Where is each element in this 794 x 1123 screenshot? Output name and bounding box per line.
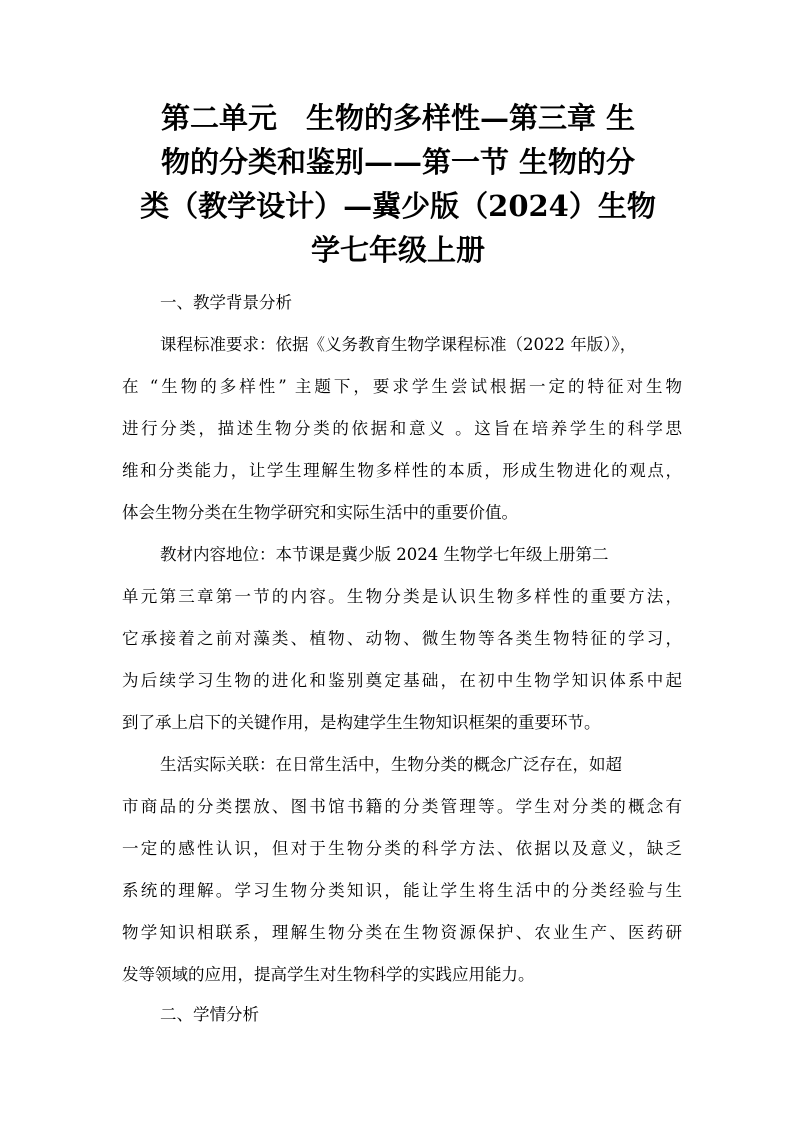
paragraph-line: 生活实际关联：在日常生活中，生物分类的概念广泛存在，如超 <box>160 755 622 774</box>
document-title <box>118 96 678 272</box>
paragraph-line: 到了承上启下的关键作用，是构建学生生物知识框架的重要环节。 <box>122 713 601 732</box>
title-line: 物的分类和鉴别——第一节 生物的分 <box>160 145 636 179</box>
paragraph-line: 发等领域的应用，提高学生对生物科学的实践应用能力。 <box>122 965 535 984</box>
section-heading-background: 一、教学背景分析 <box>160 293 292 312</box>
paragraph-line: 物学知识相联系，理解生物分类在生物资源保护、农业生产、医药研 <box>122 923 682 942</box>
paragraph-line: 市商品的分类摆放、图书馆书籍的分类管理等。学生对分类的概念有 <box>122 797 682 816</box>
title-line: 学七年级上册 <box>310 233 485 267</box>
paragraph-line: 体会生物分类在生物学研究和实际生活中的重要价值。 <box>122 503 518 522</box>
paragraph-line: 课程标准要求：依据《义务教育生物学课程标准（2022 年版）》， <box>160 335 637 354</box>
paragraph-line: 在 “生物的多样性” 主题下，要求学生尝试根据一定的特征对生物 <box>122 377 682 396</box>
paragraph-line: 进行分类，描述生物分类的依据和意义 。这旨在培养学生的科学思 <box>122 419 682 438</box>
paragraph-line: 单元第三章第一节的内容。生物分类是认识生物多样性的重要方法， <box>122 587 682 606</box>
title-line: 类（教学设计）—冀少版（2024）生物 <box>140 189 656 223</box>
paragraph-line: 它承接着之前对藻类、植物、动物、微生物等各类生物特征的学习， <box>122 629 682 648</box>
paragraph-line: 为后续学习生物的进化和鉴别奠定基础，在初中生物学知识体系中起 <box>122 671 682 690</box>
section-heading-learner-analysis: 二、学情分析 <box>160 1005 259 1024</box>
paragraph-line: 教材内容地位：本节课是冀少版 2024 生物学七年级上册第二 <box>160 545 609 564</box>
paragraph-line: 维和分类能力，让学生理解生物多样性的本质，形成生物进化的观点， <box>122 461 682 480</box>
title-line: 第二单元 生物的多样性—第三章 生 <box>160 101 636 135</box>
paragraph-line: 系统的理解。学习生物分类知识，能让学生将生活中的分类经验与生 <box>122 881 682 900</box>
paragraph-line: 一定的感性认识，但对于生物分类的科学方法、依据以及意义，缺乏 <box>122 839 682 858</box>
